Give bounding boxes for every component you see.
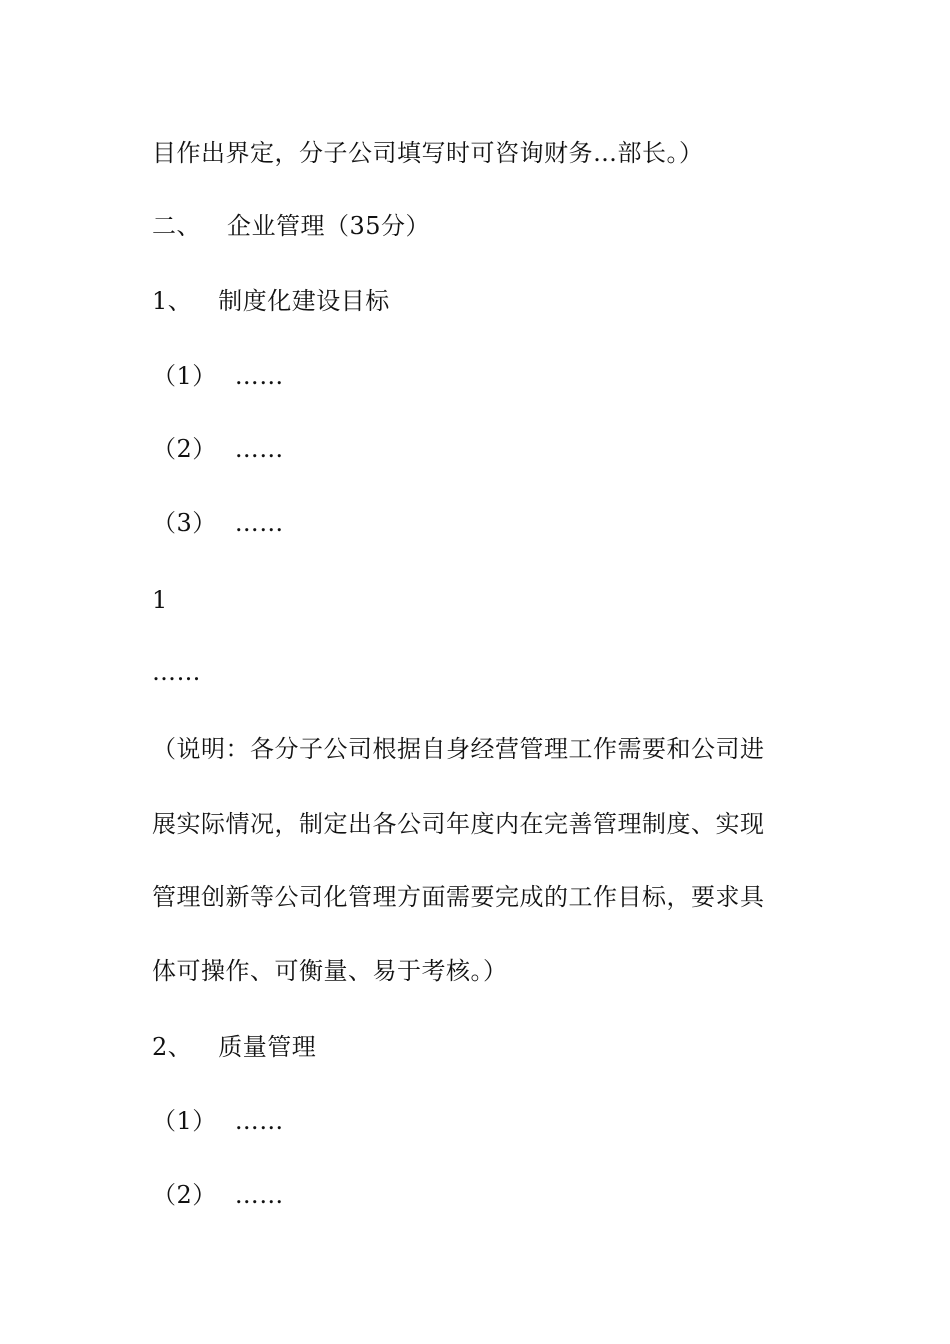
list-item-number: （2） [152,1181,217,1209]
subsection-number: 2、 [152,1033,193,1061]
subsection-heading [152,285,390,317]
section-heading [152,210,430,242]
list-item-number: （1） [152,362,217,390]
list-item-text: …… [234,435,284,463]
list-item-number: （3） [152,509,217,537]
note-paragraph-line [152,881,765,913]
text: 体可操作、可衡量、易于考核。） [152,957,508,985]
list-item-text: …… [234,362,284,390]
list-item [152,360,284,392]
list-item [152,1179,284,1211]
subsection-title: 制度化建设目标 [218,287,390,315]
text: 1 [152,586,168,614]
subsection-title: 质量管理 [218,1033,317,1061]
text: （说明：各分子公司根据自身经营管理工作需要和公司进 [152,735,765,763]
note-paragraph-line [152,733,765,765]
note-paragraph-line [152,955,508,987]
list-item-text: …… [234,1181,284,1209]
section-number: 二、 [152,212,201,240]
list-item-number: （2） [152,435,217,463]
text: 目作出界定，分子公司填写时可咨询财务…部长。） [152,139,704,167]
text: …… [152,658,201,686]
subsection-heading [152,1031,316,1063]
text-line [152,656,201,688]
list-item-number: （1） [152,1107,217,1135]
section-title: 企业管理（35分） [227,212,431,240]
subsection-number: 1、 [152,287,193,315]
list-item-text: …… [234,509,284,537]
text-line [152,584,168,616]
list-item-text: …… [234,1107,284,1135]
text: 展实际情况，制定出各公司年度内在完善管理制度、实现 [152,810,765,838]
list-item [152,1105,284,1137]
list-item [152,433,284,465]
paragraph-continuation [152,137,704,169]
note-paragraph-line [152,808,765,840]
list-item [152,507,284,539]
text: 管理创新等公司化管理方面需要完成的工作目标，要求具 [152,883,765,911]
